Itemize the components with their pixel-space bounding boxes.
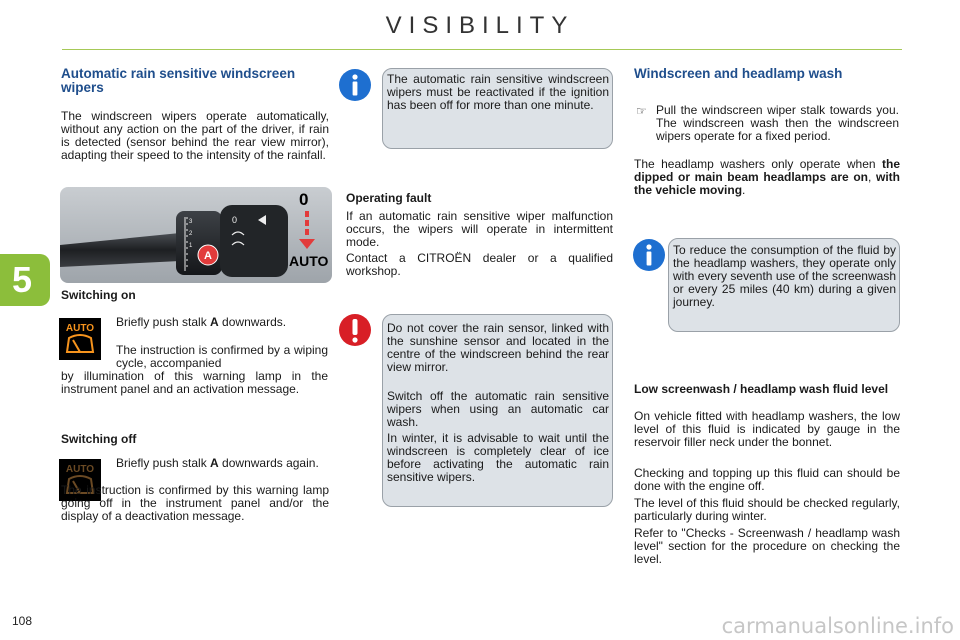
watermark: carmanualsonline.info — [721, 614, 954, 638]
operating-fault-heading: Operating fault — [346, 191, 432, 205]
chapter-number: 5 — [11, 259, 33, 300]
warning-text-winter: In winter, it is advisable to wait until the windscreen is completely clear of ice before activating the automatic rain sensitive wipers. — [387, 431, 609, 484]
info-icon — [338, 68, 372, 102]
info-icon — [632, 238, 666, 272]
operating-fault-contact: Contact a CITROËN dealer or a qualified workshop. — [346, 251, 613, 278]
rain-wipers-intro: The windscreen wipers operate automatically, without any action on the part of the driver, if rain is detected (sensor behind the rear view mirror), adapting their speed to the intensity of the rainfall. — [61, 109, 329, 162]
switching-off-step: Briefly push stalk A downwards again. — [116, 456, 319, 470]
page-number: 108 — [12, 614, 33, 628]
auto-wiper-lamp-on — [59, 318, 101, 360]
operating-fault-text: If an automatic rain sensitive wiper malfunction occurs, the wipers will operate in intermittent mode. — [346, 209, 613, 249]
switching-on-step: Briefly push stalk A downwards. — [116, 315, 287, 329]
svg-text:3: 3 — [189, 219, 193, 225]
warning-text-carwash: Switch off the automatic rain sensitive wipers when using an automatic car wash. — [387, 389, 609, 429]
svg-text:1: 1 — [189, 243, 193, 249]
lamp-off-label: AUTO — [65, 464, 95, 475]
stalk-position-auto: AUTO — [289, 253, 329, 269]
low-fluid-refer: Refer to "Checks - Screenwash / headlamp wash level" section for the procedure on checking the level. — [634, 526, 900, 566]
switching-on-confirm: by illumination of this warning lamp in the instrument panel and an activation message. — [61, 369, 328, 396]
svg-text:0: 0 — [232, 215, 238, 225]
switching-on-confirm-a: The instruction is confirmed by a wiping cycle, accompanied — [116, 343, 328, 370]
page-title: VISIBILITY — [385, 12, 575, 39]
warning-text-cover: Do not cover the rain sensor, linked with the sunshine sensor and located in the centre of the windscreen behind the rear view mirror. — [387, 321, 609, 374]
info-fluid-consumption-text: To reduce the consumption of the fluid by the headlamp washers, they operate only with every seventh use of the screenwash or every 25 miles (40 km) during a given journey. — [673, 243, 896, 309]
header-divider — [62, 49, 902, 50]
low-fluid-check-regularly: The level of this fluid should be checked regularly, particularly during winter. — [634, 496, 900, 523]
warning-icon — [338, 313, 372, 347]
wash-instruction: Pull the windscreen wiper stalk towards you. The windscreen wash then the windscreen wipers operate for a fixed period. — [656, 103, 899, 143]
low-fluid-text: On vehicle fitted with headlamp washers, the low level of this fluid is indicated by gauge in the reservoir filler neck under the bonnet. — [634, 409, 900, 449]
switching-off-heading: Switching off — [61, 432, 137, 446]
switching-on-heading: Switching on — [61, 288, 136, 302]
stalk-position-zero: 0 — [299, 190, 309, 209]
section-heading-rain-wipers: Automatic rain sensitive windscreen wipers — [61, 66, 296, 95]
low-fluid-check-engine-off: Checking and topping up this fluid can should be done with the engine off. — [634, 466, 900, 493]
switching-off-confirm: The instruction is confirmed by this warning lamp going off in the instrument panel and/or the display of a deactivation message. — [61, 483, 329, 523]
lamp-on-label: AUTO — [65, 323, 95, 334]
stalk-marker-a: A — [204, 250, 212, 262]
headlamp-washers-text: The headlamp washers only operate when the dipped or main beam headlamps are on, with the vehicle moving. — [634, 157, 900, 197]
svg-text:2: 2 — [189, 231, 193, 237]
wiper-stalk-illustration — [60, 187, 332, 283]
section-heading-wash: Windscreen and headlamp wash — [634, 66, 843, 81]
low-fluid-heading: Low screenwash / headlamp wash fluid level — [634, 382, 889, 396]
info-reactivation-text: The automatic rain sensitive windscreen wipers must be reactivated if the ignition has been off for more than one minute. — [387, 72, 609, 112]
pointer-bullet-icon: ☞ — [636, 104, 647, 118]
